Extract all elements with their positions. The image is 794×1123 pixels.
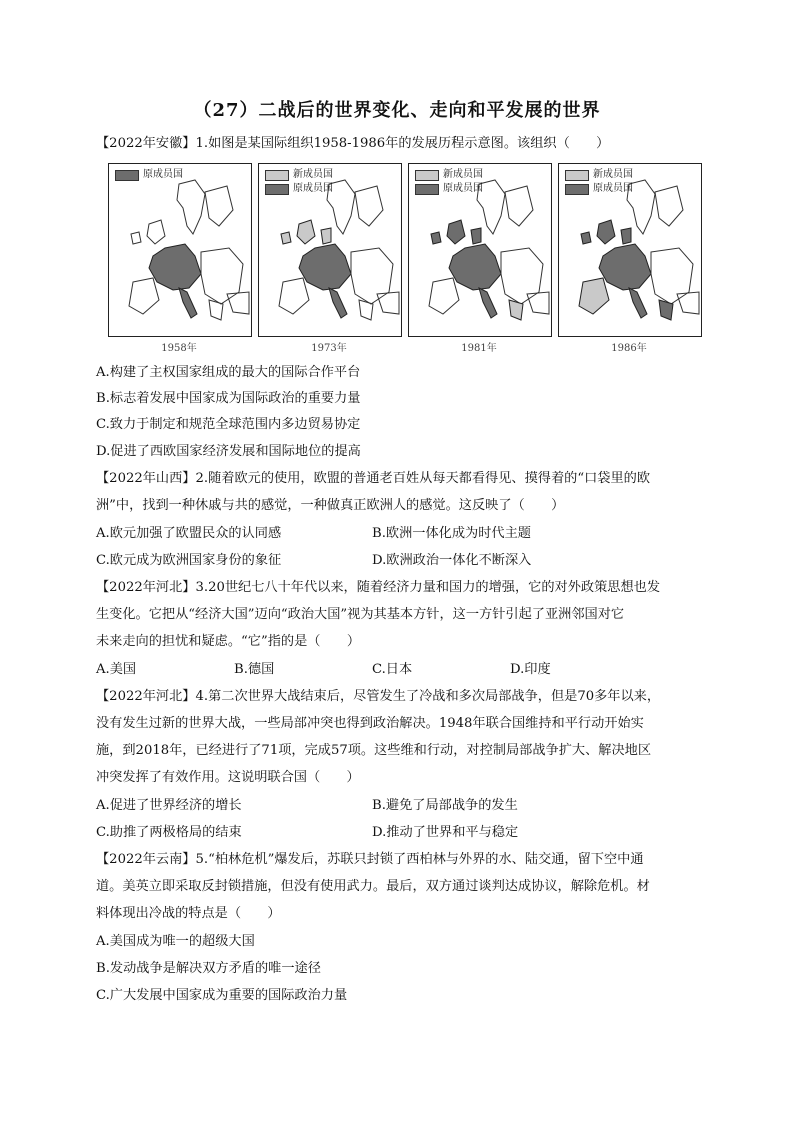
q1-stem: 【2022年安徽】1.如图是某国际组织1958-1986年的发展历程示意图。该组织（ ）	[96, 136, 610, 151]
q2-option-c: C.欧元成为欧洲国家身份的象征	[96, 553, 282, 568]
q2-stem-line: 【2022年山西】2.随着欧元的使用，欧盟的普通老百姓从每天都看得见、摸得着的“口袋里的欧	[96, 471, 651, 486]
legend-swatch-original	[115, 170, 139, 181]
legend-label-new: 新成员国	[443, 169, 483, 180]
map-1981	[408, 163, 552, 337]
q3-option-a: A.美国	[96, 662, 137, 677]
q5-stem-line: 道。美英立即采取反封锁措施，但没有使用武力。最后，双方通过谈判达成协议，解除危机。材	[96, 879, 650, 894]
legend-label-new: 新成员国	[293, 169, 333, 180]
q5-option-a: A.美国成为唯一的超级大国	[96, 934, 255, 949]
q1-option-c: C.致力于制定和规范全球范围内多边贸易协定	[96, 417, 361, 432]
q2-stem-line: 洲”中，找到一种休戚与共的感觉，一种做真正欧洲人的感觉。这反映了（ ）	[96, 498, 565, 513]
q2-option-b: B.欧洲一体化成为时代主题	[372, 526, 531, 541]
q3-option-c: C.日本	[372, 662, 413, 677]
map-legend	[565, 169, 633, 197]
q1-option-a: A.构建了主权国家组成的最大的国际合作平台	[96, 365, 361, 380]
q4-stem-line: 冲突发挥了有效作用。这说明联合国（ ）	[96, 770, 360, 785]
q4-option-d: D.推动了世界和平与稳定	[372, 825, 519, 840]
map-1958	[108, 163, 252, 337]
legend-swatch-new	[565, 170, 589, 181]
q5-stem-line: 【2022年云南】5.“柏林危机”爆发后，苏联只封锁了西柏林与外界的水、陆交通，留下空中通	[96, 852, 644, 867]
map-year-label: 1973年	[311, 343, 347, 354]
q3-stem-line: 生变化。它把从“经济大国”迈向“政治大国”视为其基本方针，这一方针引起了亚洲邻国对它	[96, 607, 625, 622]
map-legend	[265, 169, 333, 197]
legend-swatch-new	[415, 170, 439, 181]
map-year-label: 1986年	[611, 343, 647, 354]
map-year-label: 1958年	[161, 343, 197, 354]
europe-map-drawing	[109, 164, 251, 336]
map-1986	[558, 163, 702, 337]
legend-label-original: 原成员国	[443, 183, 483, 194]
q4-stem-line: 【2022年河北】4.第二次世界大战结束后，尽管发生了冷战和多次局部战争，但是70多年以来，	[96, 689, 661, 704]
q5-stem-line: 料体现出冷战的特点是（ ）	[96, 906, 281, 921]
q5-option-b: B.发动战争是解决双方矛盾的唯一途径	[96, 961, 321, 976]
q4-option-b: B.避免了局部战争的发生	[372, 798, 518, 813]
legend-swatch-original	[415, 184, 439, 195]
q3-stem-line: 未来走向的担忧和疑虑。“它”指的是（ ）	[96, 634, 361, 649]
legend-swatch-original	[265, 184, 289, 195]
q4-option-c: C.助推了两极格局的结束	[96, 825, 242, 840]
map-year-label: 1981年	[461, 343, 497, 354]
legend-label-original: 原成员国	[593, 183, 633, 194]
q3-option-d: D.印度	[510, 662, 551, 677]
map-1973	[258, 163, 402, 337]
map-figure	[108, 163, 688, 353]
legend-swatch-new	[265, 170, 289, 181]
q1-option-d: D.促进了西欧国家经济发展和国际地位的提高	[96, 444, 361, 459]
map-legend	[115, 169, 183, 183]
legend-swatch-original	[565, 184, 589, 195]
map-legend	[415, 169, 483, 197]
q5-option-c: C.广大发展中国家成为重要的国际政治力量	[96, 988, 348, 1003]
page-title: （27）二战后的世界变化、走向和平发展的世界	[193, 100, 601, 121]
q4-option-a: A.促进了世界经济的增长	[96, 798, 242, 813]
legend-label-new: 新成员国	[593, 169, 633, 180]
q1-option-b: B.标志着发展中国家成为国际政治的重要力量	[96, 391, 361, 406]
q2-option-a: A.欧元加强了欧盟民众的认同感	[96, 526, 282, 541]
q4-stem-line: 没有发生过新的世界大战，一些局部冲突也得到政治解决。1948年联合国维持和平行动开始实	[96, 716, 644, 731]
q2-option-d: D.欧洲政治一体化不断深入	[372, 553, 532, 568]
q3-stem-line: 【2022年河北】3.20世纪七八十年代以来，随着经济力量和国力的增强，它的对外政策思想也发	[96, 580, 661, 595]
legend-label-original: 原成员国	[293, 183, 333, 194]
q3-option-b: B.德国	[234, 662, 275, 677]
legend-label-original: 原成员国	[143, 169, 183, 180]
q4-stem-line: 施，到2018年，已经进行了71项，完成57项。这些维和行动，对控制局部战争扩大、解决地区	[96, 743, 652, 758]
